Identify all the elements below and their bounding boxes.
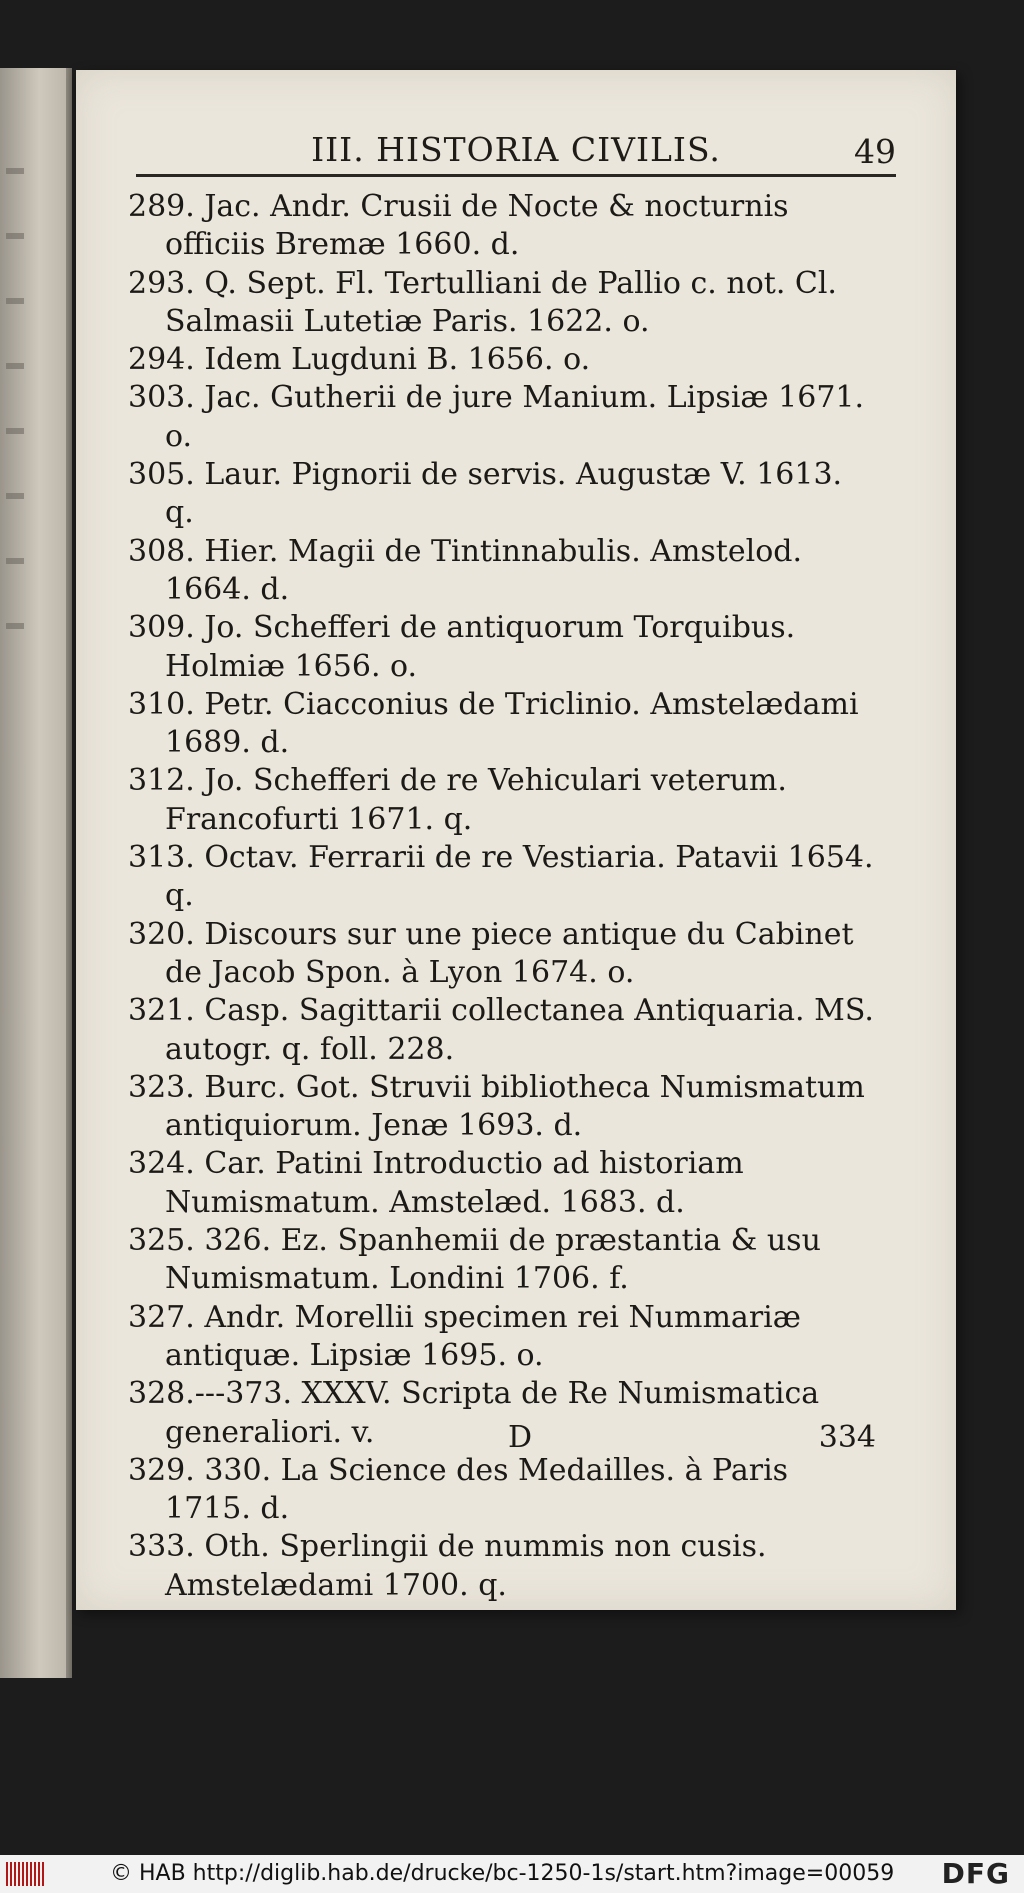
catalogue-entry: 333. Oth. Sperlingii de nummis non cusis. Amstelædami 1700. q. xyxy=(128,1529,767,1603)
page-foot xyxy=(128,1420,876,1460)
catalogue-entry: 320. Discours sur une piece antique du Cabinet de Jacob Spon. à Lyon 1674. o. xyxy=(128,916,854,990)
catalogue-entry: 329. 330. La Science des Medailles. à Paris 1715. d. xyxy=(128,1452,789,1527)
bleed-mark xyxy=(6,298,24,304)
viewer-footer xyxy=(0,1855,1024,1893)
dfg-logo: DFG xyxy=(941,1857,1010,1890)
catalogue-entry: 313. Octav. Ferrarii de re Vestiaria. Patavii 1654. q. xyxy=(128,840,874,914)
catalogue-entry: 303. Jac. Gutherii de jure Manium. Lipsiæ 1671. o. xyxy=(128,380,865,454)
barcode-icon xyxy=(6,1862,44,1886)
copyright-link[interactable]: © HAB http://diglib.hab.de/drucke/bc-1250-1s/start.htm?image=00059 xyxy=(110,1861,895,1886)
bleed-mark xyxy=(6,493,24,499)
catalogue-entries xyxy=(128,188,876,1605)
catalogue-entry: 323. Burc. Got. Struvii bibliotheca Numismatum antiquiorum. Jenæ 1693. d. xyxy=(128,1069,865,1144)
book-page xyxy=(76,70,956,1610)
catalogue-entry: 309. Jo. Schefferi de antiquorum Torquibus. Holmiæ 1656. o. xyxy=(128,610,796,684)
bleed-mark xyxy=(6,168,24,174)
catalogue-entry: 305. Laur. Pignorii de servis. Augustæ V. 1613. q. xyxy=(128,457,843,531)
page-header xyxy=(136,130,896,180)
bleed-mark xyxy=(6,623,24,629)
bleed-mark xyxy=(6,558,24,564)
catchword: 334 xyxy=(818,1420,876,1455)
catalogue-entry: 289. Jac. Andr. Crusii de Nocte & nocturnis officiis Bremæ 1660. d. xyxy=(128,189,789,263)
catalogue-entry: 325. 326. Ez. Spanhemii de præstantia & usu Numismatum. Londini 1706. f. xyxy=(128,1223,821,1297)
signature-mark: D xyxy=(508,1420,533,1455)
catalogue-entry: 312. Jo. Schefferi de re Vehiculari veterum. Francofurti 1671. q. xyxy=(128,763,787,837)
facing-page-edge xyxy=(0,68,72,1678)
catalogue-entry: 327. Andr. Morellii specimen rei Nummariæ antiquæ. Lipsiæ 1695. o. xyxy=(128,1299,801,1373)
running-head: III. HISTORIA CIVILIS. xyxy=(311,130,721,169)
page-fold xyxy=(66,68,72,1678)
catalogue-entry: 324. Car. Patini Introductio ad historiam Numismatum. Amstelæd. 1683. d. xyxy=(128,1146,744,1220)
bleed-mark xyxy=(6,233,24,239)
catalogue-entry: 308. Hier. Magii de Tintinnabulis. Amstelod. 1664. d. xyxy=(128,533,802,607)
catalogue-entry: 321. Casp. Sagittarii collectanea Antiquaria. MS. autogr. q. foll. 228. xyxy=(128,993,874,1067)
catalogue-entry: 294. Idem Lugduni B. 1656. o. xyxy=(128,342,591,378)
header-rule xyxy=(136,174,896,177)
bleed-mark xyxy=(6,363,24,369)
page-number: 49 xyxy=(854,132,896,171)
bleed-mark xyxy=(6,428,24,434)
catalogue-entry: 310. Petr. Ciacconius de Triclinio. Amstelædami 1689. d. xyxy=(128,686,859,761)
catalogue-entry: 293. Q. Sept. Fl. Tertulliani de Pallio c. not. Cl. Salmasii Lutetiæ Paris. 1622. o. xyxy=(128,265,837,339)
catalogue-entry: 328.---373. XXXV. Scripta de Re Numismatica generaliori. v. xyxy=(128,1376,820,1450)
